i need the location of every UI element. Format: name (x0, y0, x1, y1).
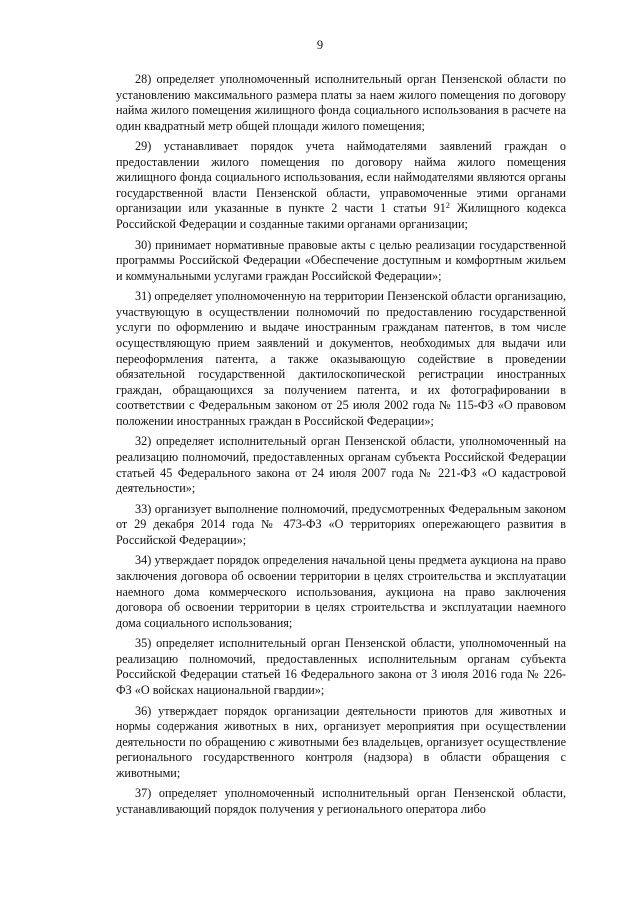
paragraph-32: 32) определяет исполнительный орган Пензенской области, уполномоченный на реализацию полномочий, предоставленных органам субъекта Российской Федерации статьей 45 Федерального закона от 24 июля 2007 года № 221-ФЗ «О кадастровой деятельности»; (116, 434, 566, 496)
page-number: 9 (316, 38, 324, 52)
document-body (116, 72, 566, 823)
paragraph-28: 28) определяет уполномоченный исполнительный орган Пензенской области по установлению максимального размера платы за наем жилого помещения по договору найма жилого помещения жилищного фонда социального использования в расчете на один квадратный метр общей площади жилого помещения; (116, 72, 566, 133)
paragraph-36: 36) утверждает порядок организации деятельности приютов для животных и нормы содержания животных в них, организует мероприятия при осуществлении деятельности по обращению с животными без владельцев, организует осуществление регионального государственного контроля (надзора) в области обращения с животными; (116, 703, 566, 780)
paragraph-37: 37) определяет уполномоченный исполнительный орган Пензенской области, устанавливающий порядок получения у регионального оператора либо (116, 786, 566, 816)
paragraph-29 (116, 139, 566, 232)
paragraph-33: 33) организует выполнение полномочий, предусмотренных Федеральным законом от 29 декабря 2014 года № 473-ФЗ «О территориях опережающего развития в Российской Федерации»; (116, 501, 566, 547)
paragraph-29-text-after: Жилищного кодекса Российской Федерации и созданные такими органами организации; (116, 201, 567, 232)
paragraph-29-text-before: 29) устанавливает порядок учета наймодателями заявлений граждан о предоставлении жилого помещения по договору найма жилого помещения жилищного фонда социального использования, если наймодателями являются органы государственной власти Пензенской области, управомоченные этими органами организации или указанные в пункте 2 части 1 статьи 91 (116, 139, 566, 216)
paragraph-35: 35) определяет исполнительный орган Пензенской области, уполномоченный на реализацию полномочий, предоставленных исполнительным органам субъекта Российской Федерации статьей 16 Федерального закона от 3 июля 2016 года № 226-ФЗ «О войсках национальной гвардии»; (116, 636, 566, 697)
article-91-superscript: 2 (445, 201, 450, 211)
paragraph-31: 31) определяет уполномоченную на территории Пензенской области организацию, участвующую в осуществлении полномочий по предоставлению государственной услуги по оформлению и выдаче иностранным гражданам патентов, в том числе осуществляющую прием заявлений и документов, необходимых для выдачи или переоформления патента, а также оказывающую содействие в проведении обязательной государственной дактилоскопической регистрации иностранных граждан, обращающихся за получением патента, и их фотографировании в соответствии с Федеральным законом от 25 июля 2002 года № 115-ФЗ «О правовом положении иностранных граждан в Российской Федерации»; (116, 289, 566, 428)
paragraph-34: 34) утверждает порядок определения начальной цены предмета аукциона на право заключения договора об освоении территории в целях строительства и эксплуатации наемного дома коммерческого использования, аукциона на право заключения договора об освоении территории в целях строительства и эксплуатации наемного дома социального использования; (116, 553, 566, 630)
paragraph-30: 30) принимает нормативные правовые акты с целью реализации государственной программы Российской Федерации «Обеспечение доступным и комфортным жильем и коммунальными услугами граждан Российской Федерации»; (116, 237, 566, 283)
